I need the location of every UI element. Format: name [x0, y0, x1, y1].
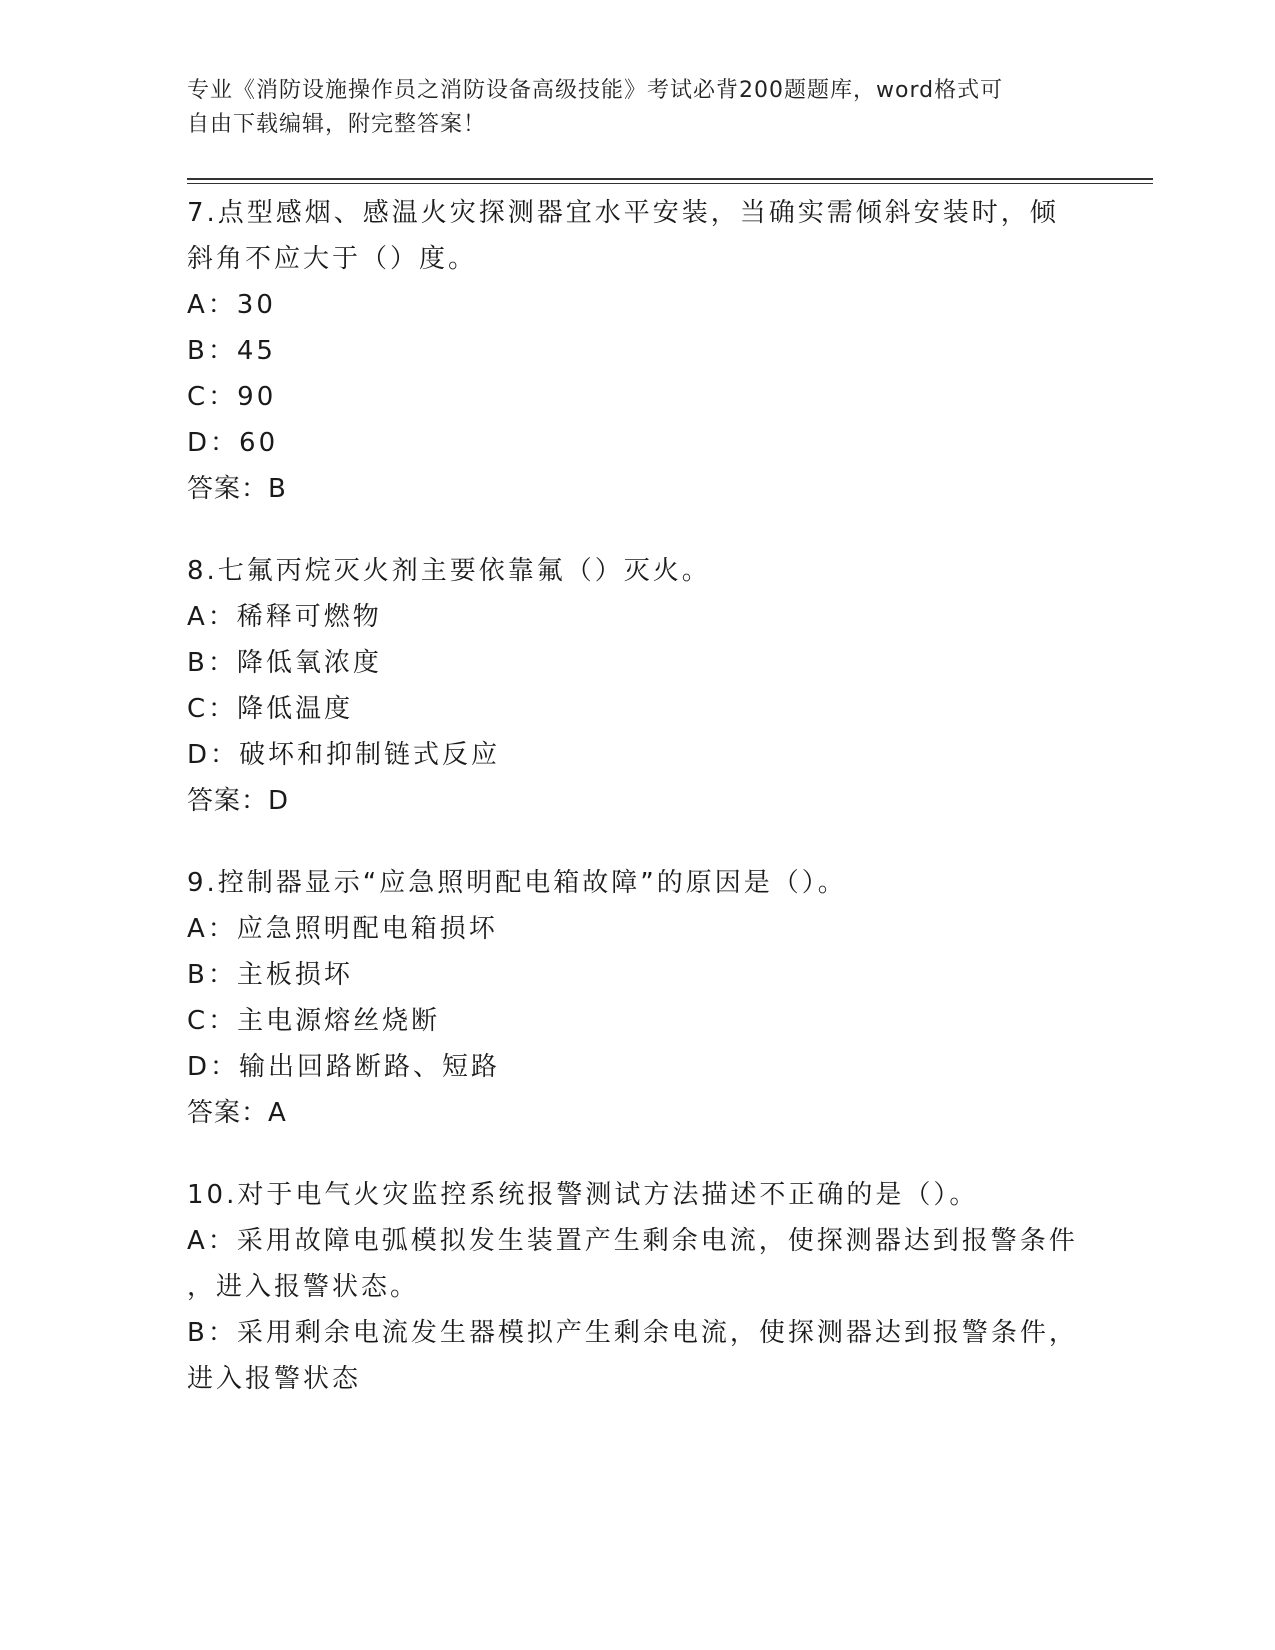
question-stem-line: 9.控制器显示“应急照明配电箱故障”的原因是（）。: [187, 868, 847, 898]
question-list: [187, 190, 1087, 1430]
option-b: B：采用剩余电流发生器模拟产生剩余电流，使探测器达到报警条件，: [187, 1318, 1078, 1348]
option-a: A：采用故障电弧模拟发生装置产生剩余电流，使探测器达到报警条件: [187, 1226, 1078, 1256]
answer-label: 答案：: [187, 474, 269, 504]
option-b: B：45: [187, 336, 276, 366]
option-a-continued: ，进入报警状态。: [187, 1272, 420, 1302]
question-10: [187, 1172, 1087, 1402]
header-line-1: 专业《消防设施操作员之消防设备高级技能》考试必背200题题库，word格式可: [187, 78, 1004, 103]
question-stem-line: 10.对于电气火灾监控系统报警测试方法描述不正确的是（）。: [187, 1180, 979, 1210]
question-7: [187, 190, 1087, 512]
answer-value: D: [268, 786, 289, 816]
option-c: C：90: [187, 382, 277, 412]
question-stem-line: 8.七氟丙烷灭火剂主要依靠氟（）灭火。: [187, 556, 711, 586]
option-a: A：应急照明配电箱损坏: [187, 914, 498, 944]
header-line-2: 自由下载编辑，附完整答案！: [187, 112, 487, 137]
header-divider-thick: [187, 178, 1153, 180]
answer-line: [187, 778, 1087, 824]
option-d: D：输出回路断路、短路: [187, 1052, 501, 1082]
answer-value: B: [268, 474, 286, 504]
option-d: D：破坏和抑制链式反应: [187, 740, 501, 770]
answer-label: 答案：: [187, 1098, 269, 1128]
option-d: D：60: [187, 428, 279, 458]
question-stem-line: 7.点型感烟、感温火灾探测器宜水平安装，当确实需倾斜安装时，倾: [187, 198, 1059, 228]
document-header: [187, 74, 1067, 142]
option-b: B：降低氧浓度: [187, 648, 382, 678]
option-b: B：主板损坏: [187, 960, 353, 990]
option-c: C：降低温度: [187, 694, 354, 724]
answer-value: A: [268, 1098, 286, 1128]
header-divider-thin: [187, 183, 1153, 184]
option-a: A：稀释可燃物: [187, 602, 382, 632]
question-8: [187, 548, 1087, 824]
answer-label: 答案：: [187, 786, 269, 816]
question-9: [187, 860, 1087, 1136]
answer-line: [187, 1090, 1087, 1136]
option-b-continued: 进入报警状态: [187, 1364, 362, 1394]
answer-line: [187, 466, 1087, 512]
option-c: C：主电源熔丝烧断: [187, 1006, 441, 1036]
question-stem-line: 斜角不应大于（）度。: [187, 244, 478, 274]
option-a: A：30: [187, 290, 276, 320]
